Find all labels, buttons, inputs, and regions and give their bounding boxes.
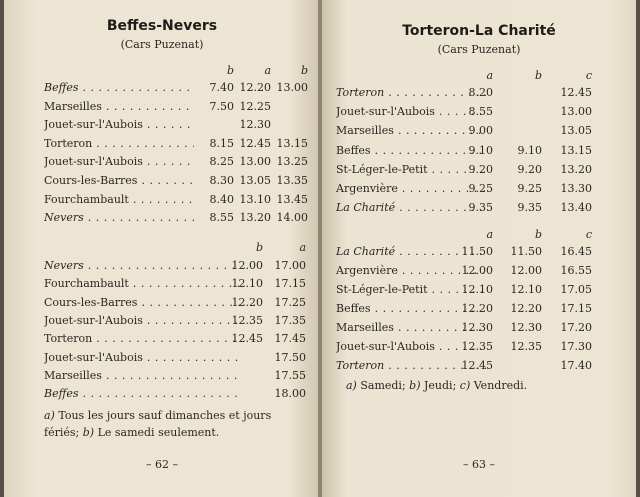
departure-time: 17.00	[274, 259, 306, 272]
departure-time: 7.40	[209, 81, 234, 94]
departure-time: 16.55	[560, 264, 592, 277]
departure-time: 16.45	[560, 245, 592, 258]
column-header-row	[4, 62, 314, 80]
departure-time: 13.20	[560, 162, 592, 176]
footnote-text-a: Samedi;	[360, 379, 406, 392]
departure-time: 13.40	[560, 201, 592, 215]
departure-time: 8.25	[209, 155, 234, 169]
stop-name: Beffes . . .	[44, 385, 240, 403]
stop-name: Jouet-sur-l'Aubois . . .	[336, 338, 486, 356]
column-header: b	[534, 69, 542, 82]
timetable-row	[322, 142, 632, 160]
departure-time: 9.35	[468, 201, 493, 215]
column-header: c	[585, 228, 592, 241]
timetable-row	[4, 135, 314, 153]
column-header: c	[585, 69, 592, 82]
departure-time: 12.10	[461, 283, 493, 296]
page-62	[4, 0, 320, 497]
departure-time: 13.10	[239, 192, 271, 206]
departure-time: 12.30	[510, 321, 542, 334]
departure-time: 12.00	[461, 264, 493, 277]
stop-name: Cours-les-Barres . . .	[44, 294, 240, 312]
departure-time: 8.40	[209, 192, 234, 206]
stop-name: Beffes . . .	[44, 79, 194, 97]
departure-time: 11.50	[510, 245, 542, 258]
departure-time: 12.20	[510, 302, 542, 315]
stop-name: La Charité . . .	[336, 243, 486, 261]
departure-time: 17.35	[274, 313, 306, 327]
timetable-row	[4, 191, 314, 209]
departure-time: 9.10	[517, 143, 542, 157]
stop-name: Cours-les-Barres . . .	[44, 172, 194, 190]
page-number: – 62 –	[146, 458, 178, 471]
footnote-text-c: Vendredi.	[473, 379, 528, 392]
stop-name: Fourchambault . . .	[44, 275, 240, 293]
departure-time: 13.15	[276, 136, 308, 150]
departure-time: 8.15	[209, 136, 234, 150]
page-63	[322, 0, 636, 497]
departure-time: 13.35	[276, 174, 308, 187]
timetable-row	[4, 209, 314, 227]
stop-name: Marseilles . . .	[336, 122, 486, 140]
departure-time: 12.45	[239, 136, 271, 150]
stop-name: St-Léger-le-Petit . . .	[336, 161, 486, 179]
stop-name: Torteron . . .	[336, 84, 486, 102]
stop-name: Torteron . . .	[44, 135, 194, 153]
column-header: a	[299, 241, 306, 254]
departure-time: 7.50	[209, 99, 234, 113]
departure-time: 12.20	[231, 295, 263, 309]
departure-time: 17.45	[274, 332, 306, 346]
page-subtitle: (Cars Puzenat)	[120, 38, 204, 51]
departure-time: 13.45	[276, 192, 308, 206]
page-title: Beffes-Nevers	[106, 18, 218, 34]
stop-name: Jouet-sur-l'Aubois . . .	[336, 103, 486, 121]
timetable-row	[4, 294, 314, 312]
departure-time: 12.35	[461, 340, 493, 353]
timetable-row	[322, 161, 632, 179]
page-subtitle: (Cars Puzenat)	[437, 43, 521, 56]
departure-time: 12.35	[510, 340, 542, 353]
footnote-text-b: Le samedi seulement.	[97, 426, 220, 439]
departure-time: 13.25	[276, 155, 308, 169]
timetable-row	[322, 180, 632, 198]
stop-name: Jouet-sur-l'Aubois . . .	[44, 153, 194, 171]
timetable-row	[322, 338, 632, 356]
footnote-key-a: a)	[44, 409, 55, 422]
stop-name: La Charité . . .	[336, 199, 486, 217]
stop-name: Marseilles . . .	[44, 367, 240, 385]
departure-time: 9.25	[517, 182, 542, 195]
column-header: b	[534, 228, 542, 241]
departure-time: 8.30	[209, 174, 234, 187]
column-header: b	[226, 64, 234, 77]
footnote-text-a-cont: fériés;	[44, 426, 80, 439]
column-header: a	[264, 64, 271, 77]
column-header: b	[255, 241, 263, 254]
stop-name: Argenvière . . .	[336, 180, 486, 198]
timetable-row	[4, 153, 314, 171]
footnote-key-c: c)	[459, 379, 471, 392]
departure-time: 17.55	[274, 368, 306, 382]
departure-time: 17.15	[274, 277, 306, 291]
departure-time: 12.20	[239, 81, 271, 94]
departure-time: 12.10	[510, 283, 542, 296]
timetable-row	[4, 385, 314, 403]
footnote-key-b: b)	[82, 426, 95, 439]
timetable-row	[322, 319, 632, 337]
timetable-row	[4, 257, 314, 275]
departure-time: 13.15	[560, 143, 592, 157]
timetable-row	[4, 330, 314, 348]
timetable-row	[4, 312, 314, 330]
departure-time: 13.05	[239, 174, 271, 187]
departure-time: 9.20	[517, 162, 542, 176]
departure-time: 9.25	[468, 182, 493, 195]
departure-time: 13.00	[276, 81, 308, 94]
column-header: b	[300, 64, 308, 77]
book-edge-right	[636, 0, 640, 497]
column-header-row	[322, 226, 632, 244]
departure-time: 18.00	[274, 387, 306, 401]
timetable-row	[322, 84, 632, 102]
column-header-row	[322, 67, 632, 85]
timetable-row	[4, 275, 314, 293]
stop-name: Marseilles . . .	[44, 98, 194, 116]
footnote	[346, 377, 626, 394]
page-number: – 63 –	[463, 458, 495, 471]
departure-time: 12.00	[231, 259, 263, 272]
stop-name: Beffes . . .	[336, 142, 486, 160]
stop-name: Fourchambault . . .	[44, 191, 194, 209]
departure-time: 17.05	[560, 283, 592, 296]
timetable-row	[4, 349, 314, 367]
departure-time: 17.15	[560, 302, 592, 315]
timetable-row	[322, 281, 632, 299]
departure-time: 11.50	[461, 245, 493, 258]
departure-time: 8.20	[468, 86, 493, 99]
stop-name: Jouet-sur-l'Aubois . . .	[44, 312, 240, 330]
column-header: a	[486, 228, 493, 241]
departure-time: 12.00	[510, 264, 542, 277]
departure-time: 12.10	[231, 277, 263, 291]
departure-time: 9.00	[468, 124, 493, 138]
stop-name: Nevers . . .	[44, 209, 194, 227]
footnote-key-b: b)	[409, 379, 421, 392]
stop-name: Beffes . . .	[336, 300, 486, 318]
departure-time: 17.50	[274, 350, 306, 364]
stop-name: Torteron . . .	[336, 357, 486, 375]
timetable-row	[4, 367, 314, 385]
departure-time: 17.25	[274, 295, 306, 309]
timetable-row	[322, 103, 632, 121]
timetable-row	[4, 98, 314, 116]
timetable-row	[322, 300, 632, 318]
stop-name: St-Léger-le-Petit . . .	[336, 281, 486, 299]
timetable-row	[322, 262, 632, 280]
departure-time: 17.40	[560, 359, 592, 372]
departure-time: 17.20	[560, 321, 592, 334]
footnote	[44, 407, 312, 441]
timetable-row	[322, 199, 632, 217]
departure-time: 9.10	[468, 143, 493, 157]
footnote-text-a: Tous les jours sauf dimanches et jours	[58, 409, 272, 422]
stop-name: Jouet-sur-l'Aubois . . .	[44, 116, 194, 134]
column-header-row	[4, 239, 314, 257]
departure-time: 12.45	[560, 86, 592, 99]
departure-time: 12.45	[231, 332, 263, 346]
footnote-key-a: a)	[346, 379, 357, 392]
departure-time: 12.35	[231, 313, 263, 327]
departure-time: 9.35	[517, 201, 542, 215]
departure-time: 13.05	[560, 124, 592, 138]
departure-time: 12.20	[461, 302, 493, 315]
timetable-row	[4, 116, 314, 134]
departure-time: 13.00	[239, 155, 271, 169]
stop-name: Nevers . . .	[44, 257, 240, 275]
departure-time: 12.30	[461, 321, 493, 334]
departure-time: 13.20	[239, 211, 271, 225]
timetable-row	[322, 357, 632, 375]
timetable-row	[322, 243, 632, 261]
departure-time: 13.00	[560, 105, 592, 119]
timetable-row	[4, 172, 314, 190]
departure-time: 9.20	[468, 162, 493, 176]
departure-time: 8.55	[209, 211, 234, 225]
departure-time: 13.30	[560, 182, 592, 195]
stop-name: Marseilles . . .	[336, 319, 486, 337]
stop-name: Torteron . . .	[44, 330, 240, 348]
departure-time: 12.45	[461, 359, 493, 372]
timetable-row	[322, 122, 632, 140]
stop-name: Jouet-sur-l'Aubois . . .	[44, 349, 240, 367]
departure-time: 14.00	[276, 211, 308, 225]
departure-time: 17.30	[560, 340, 592, 353]
timetable-row	[4, 79, 314, 97]
column-header: a	[486, 69, 493, 82]
footnote-text-b: Jeudi;	[424, 379, 457, 392]
page-title: Torteron-La Charité	[402, 23, 556, 39]
departure-time: 12.25	[239, 99, 271, 113]
departure-time: 8.55	[468, 105, 493, 119]
stop-name: Argenvière . . .	[336, 262, 486, 280]
departure-time: 12.30	[239, 118, 271, 132]
